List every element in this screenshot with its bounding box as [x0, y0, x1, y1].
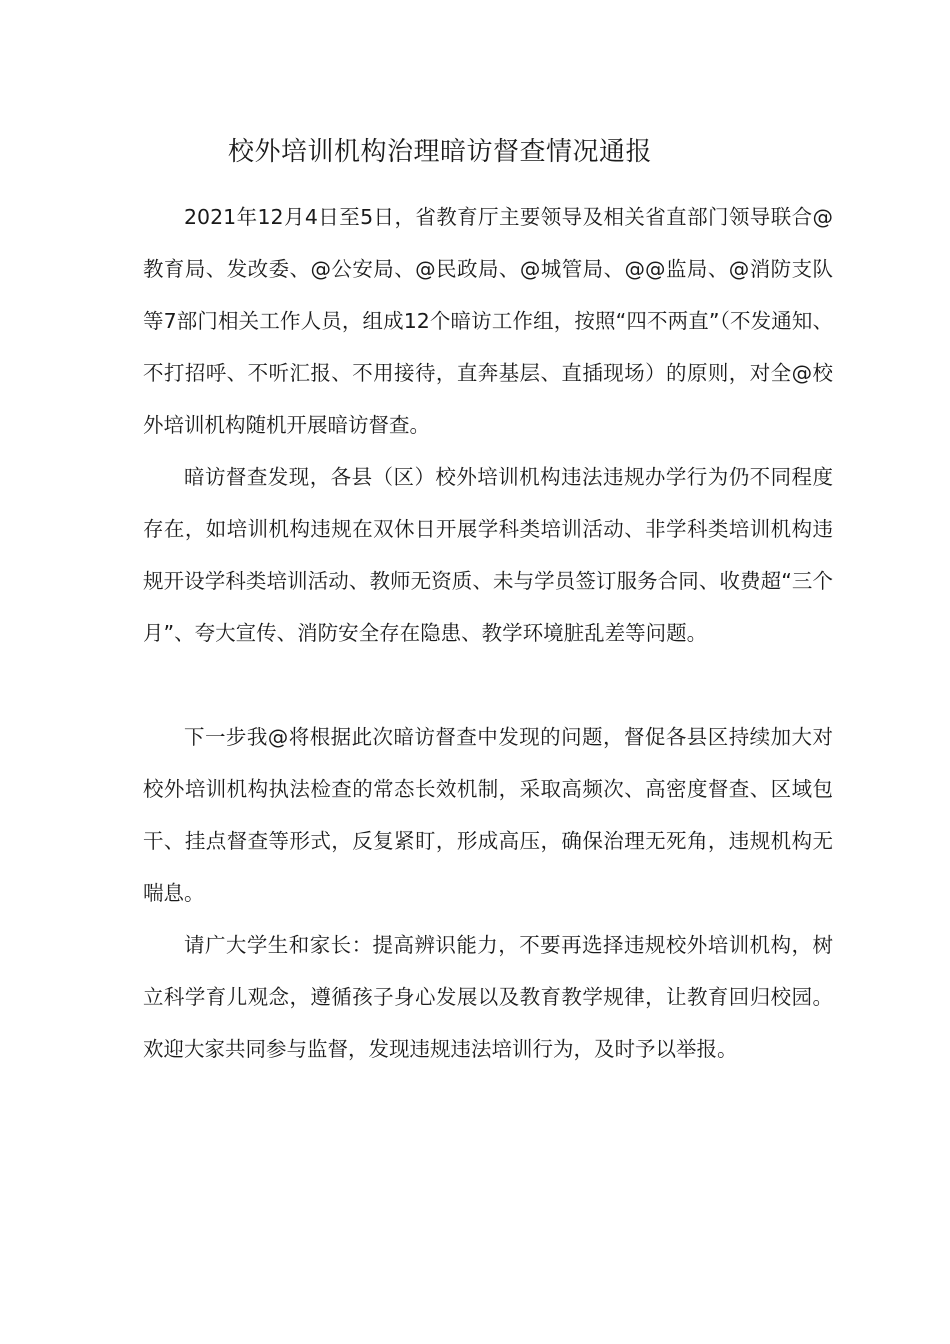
- paragraph-3: 下一步我@将根据此次暗访督查中发现的问题，督促各县区持续加大对校外培训机构执法检查的常态长效机制，采取高频次、高密度督查、区域包干、挂点督查等形式，反复紧盯，形成高压，确保治理无死角，违规机构无喘息。: [143, 725, 833, 905]
- paragraph-2: 暗访督查发现，各县（区）校外培训机构违法违规办学行为仍不同程度存在，如培训机构违规在双休日开展学科类培训活动、非学科类培训机构违规开设学科类培训活动、教师无资质、未与学员签订服务合同、收费超“三个月”、夸大宣传、消防安全存在隐患、教学环境脏乱差等问题。: [143, 465, 833, 645]
- document-title: 校外培训机构治理暗访督查情况通报: [227, 137, 652, 167]
- paragraph-1: 2021年12月4日至5日，省教育厅主要领导及相关省直部门领导联合@教育局、发改委、@公安局、@民政局、@城管局、@@监局、@消防支队等7部门相关工作人员，组成12个暗访工作组，按照“四不两直”（不发通知、不打招呼、不听汇报、不用接待，直奔基层、直插现场）的原则，对全@校外培训机构随机开展暗访督查。: [143, 205, 833, 437]
- paragraph-4: 请广大学生和家长：提高辨识能力，不要再选择违规校外培训机构，树立科学育儿观念，遵循孩子身心发展以及教育教学规律，让教育回归校园。欢迎大家共同参与监督，发现违规违法培训行为，及时予以举报。: [143, 933, 833, 1061]
